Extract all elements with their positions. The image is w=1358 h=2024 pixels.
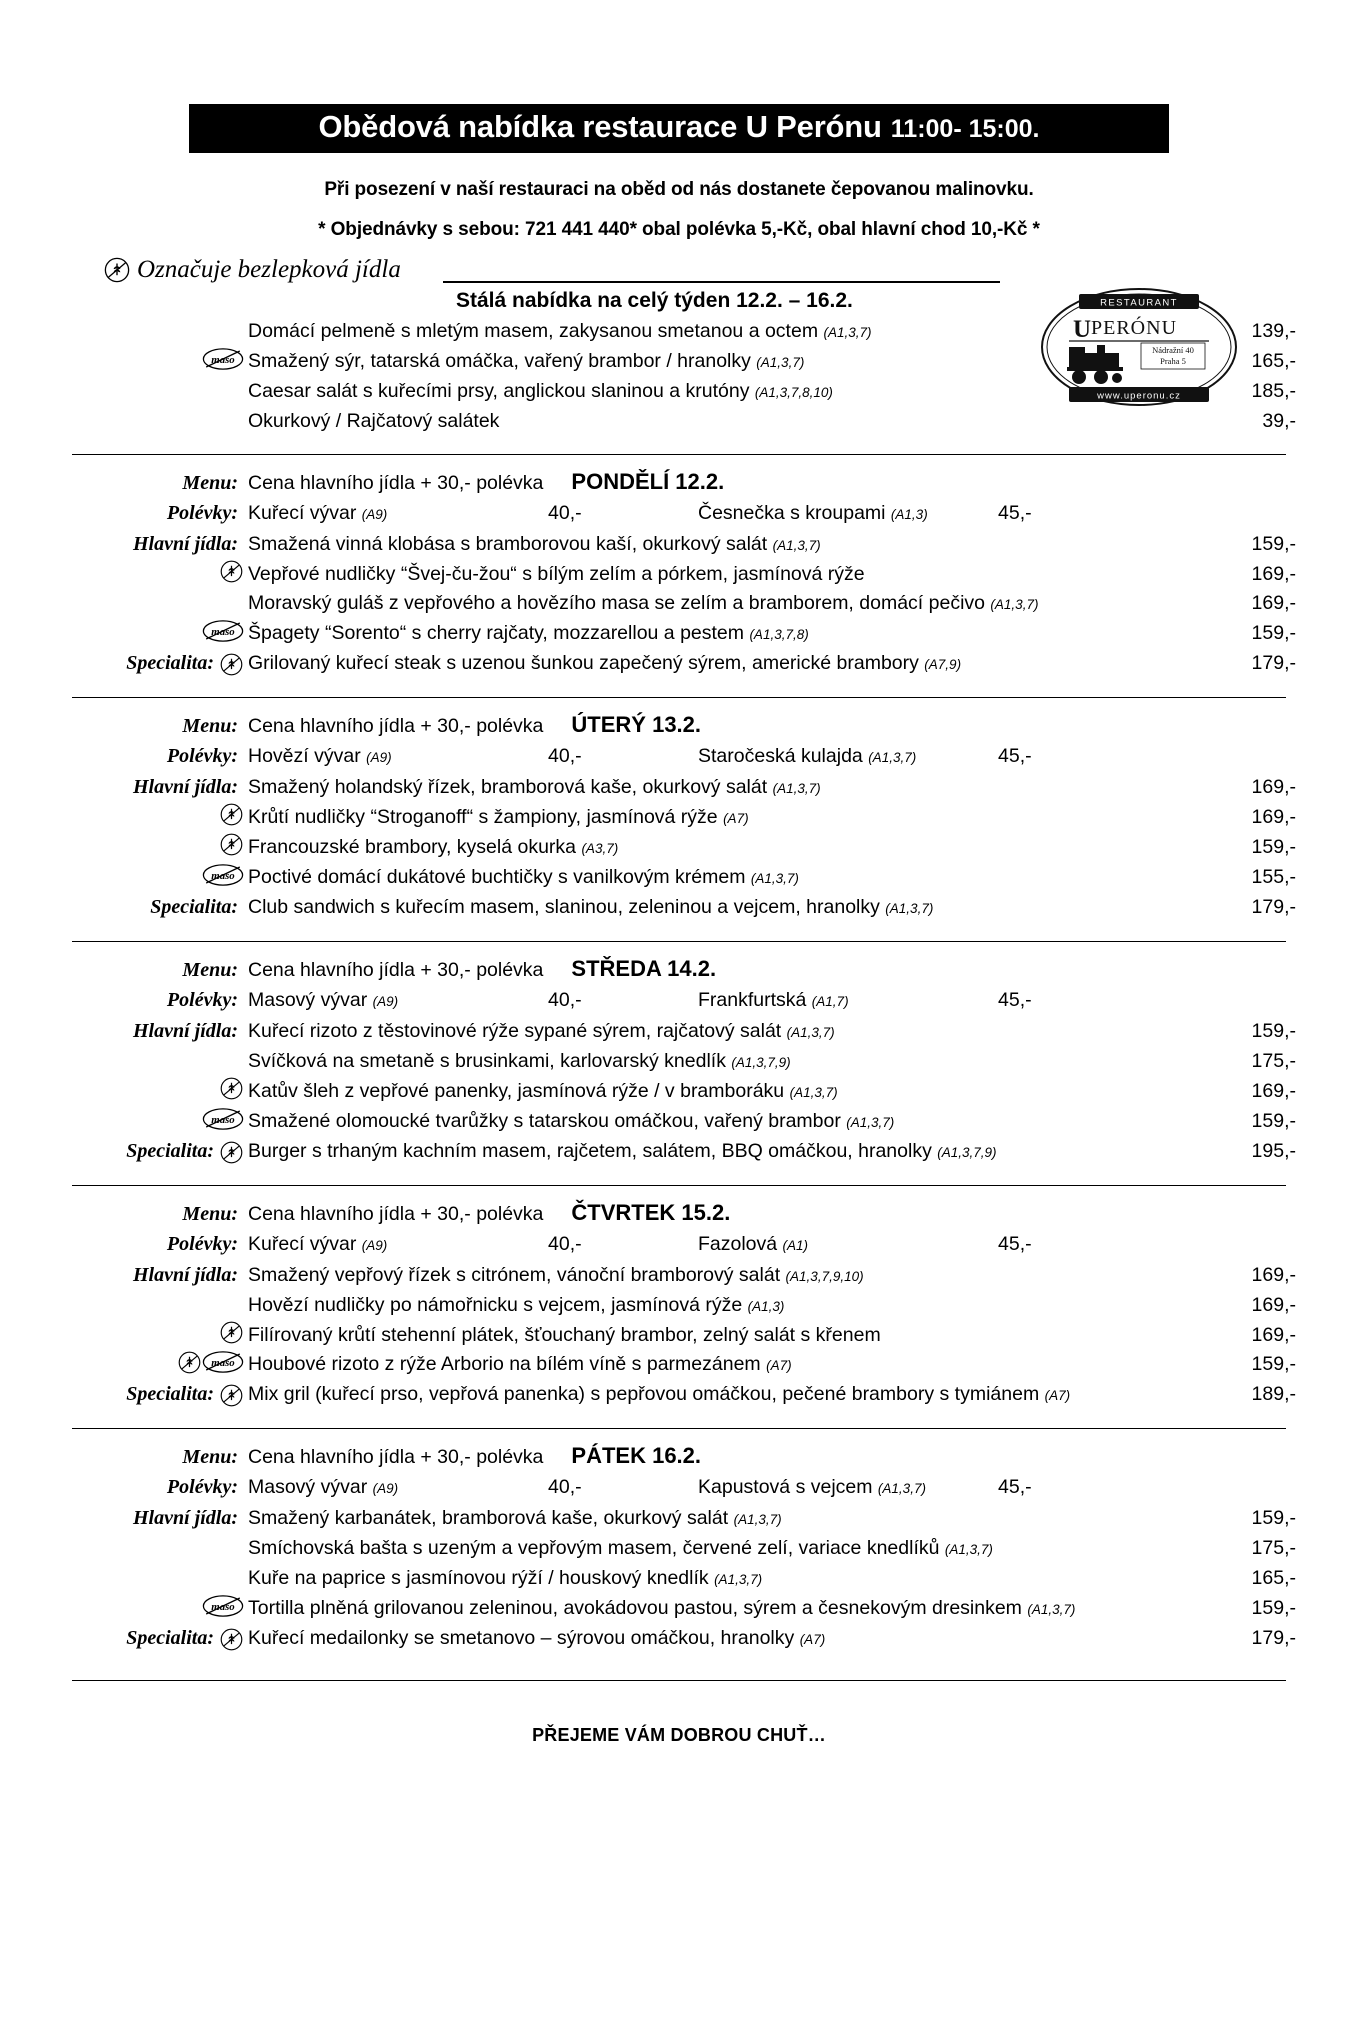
day-name: ČTVRTEK 15.2.	[571, 1200, 731, 1225]
main-dish-row	[0, 1504, 1358, 1534]
subtitle-takeaway-note: * Objednávky s sebou: 721 441 440* obal polévka 5,-Kč, obal hlavní chod 10,-Kč *	[318, 219, 1040, 240]
item-name: Domácí pelmeně s mletým masem, zakysanou smetanou a octem (A1,3,7)	[248, 320, 872, 342]
menu-price-note: Cena hlavního jídla + 30,- polévka	[248, 1446, 544, 1468]
allergen-codes: (A1,3,7)	[786, 1025, 835, 1040]
allergen-codes: (A1,3,7)	[885, 901, 934, 916]
allergen-codes: (A3,7)	[581, 841, 619, 856]
allergen-codes: (A1,3,7)	[990, 597, 1039, 612]
svg-text:maso: maso	[211, 626, 235, 638]
item-price: 165,-	[1251, 350, 1296, 372]
specialty-name: Burger s trhaným kachním masem, rajčetem, salátem, BBQ omáčkou, hranolky (A1,3,7,9)	[248, 1140, 997, 1162]
item-price: 39,-	[1262, 410, 1296, 432]
soup-a-name: Hovězí vývar (A9)	[248, 745, 392, 767]
main-dish-name: Špagety “Sorento“ s cherry rajčaty, mozzarellou a pestem (A1,3,7,8)	[248, 622, 809, 644]
main-dish-gutter	[0, 1107, 248, 1130]
soup-b-name: Frankfurtská (A1,7)	[698, 989, 849, 1011]
main-dish-price: 159,-	[1251, 1020, 1296, 1042]
permanent-offer-section	[0, 275, 1358, 436]
soup-b-price: 45,-	[998, 989, 1032, 1011]
specialty-gutter	[0, 649, 248, 678]
main-dish-price: 169,-	[1251, 776, 1296, 798]
day-section	[0, 1185, 1358, 1410]
main-dish-price: 169,-	[1251, 1080, 1296, 1102]
allergen-codes: (A9)	[372, 1481, 399, 1496]
main-dish-row	[0, 1047, 1358, 1077]
specialty-row	[0, 1380, 1358, 1410]
day-section	[0, 697, 1358, 923]
soups-label: Polévky:	[166, 989, 238, 1011]
allergen-codes: (A1,3,7)	[944, 1542, 993, 1557]
soup-a-price: 40,-	[548, 1233, 582, 1255]
allergen-codes: (A1,3,7)	[756, 355, 805, 370]
main-dish-price: 169,-	[1251, 806, 1296, 828]
main-dish-row	[0, 833, 1358, 863]
main-dish-price: 175,-	[1251, 1050, 1296, 1072]
specialty-label: Specialita:	[150, 896, 238, 918]
item-name: Okurkový / Rajčatový salátek	[248, 410, 500, 432]
allergen-codes: (A1,3,7)	[733, 1512, 782, 1527]
specialty-name: Kuřecí medailonky se smetanovo – sýrovou omáčkou, hranolky (A7)	[248, 1627, 826, 1649]
main-dish-price: 169,-	[1251, 592, 1296, 614]
main-dish-row	[0, 1107, 1358, 1137]
footer	[0, 1680, 1358, 1746]
item-price: 139,-	[1251, 320, 1296, 342]
day-body	[0, 1429, 1358, 1654]
day-soups-line	[0, 741, 1358, 773]
allergen-codes: (A1,3,7)	[714, 1572, 763, 1587]
main-dish-name: Moravský guláš z vepřového a hovězího masa se zelím a bramborem, domácí pečivo (A1,3,7)	[248, 592, 1039, 614]
day-menu-line	[0, 1441, 1358, 1472]
allergen-codes: (A1,3,7,8,10)	[754, 385, 833, 400]
allergen-codes: (A1,3,7)	[772, 538, 821, 553]
gluten-free-icon	[220, 560, 242, 582]
main-dish-gutter	[0, 1077, 248, 1099]
allergen-codes: (A7)	[766, 1358, 792, 1373]
soup-b-name: Kapustová s vejcem (A1,3,7)	[698, 1476, 926, 1498]
day-name: ÚTERÝ 13.2.	[571, 712, 702, 737]
main-dish-name: Kuřecí rizoto z těstovinové rýže sypané sýrem, rajčatový salát (A1,3,7)	[248, 1020, 835, 1042]
main-dish-name: Smažený karbanátek, bramborová kaše, okurkový salát (A1,3,7)	[248, 1507, 782, 1529]
allergen-codes: (A1,3,7)	[877, 1481, 926, 1496]
menu-label: Menu:	[182, 715, 238, 737]
svg-text:Praha 5: Praha 5	[1160, 356, 1186, 366]
svg-text:maso: maso	[211, 1601, 235, 1613]
main-dish-gutter: Hlavní jídla:	[133, 1507, 238, 1529]
day-name: PONDĚLÍ 12.2.	[571, 469, 725, 494]
svg-text:maso: maso	[211, 1114, 235, 1126]
main-dish-name: Krůtí nudličky “Stroganoff“ s žampiony, jasmínová rýže (A7)	[248, 806, 749, 828]
svg-text:RESTAURANT: RESTAURANT	[1100, 297, 1178, 309]
subtitle-drink-note: Při posezení v naší restauraci na oběd od nás dostanete čepovanou malinovku.	[324, 179, 1034, 200]
main-dish-name: Hovězí nudličky po námořnicku s vejcem, jasmínová rýže (A1,3)	[248, 1294, 785, 1316]
specialty-price: 179,-	[1251, 896, 1296, 918]
allergen-codes: (A1,7)	[811, 994, 849, 1009]
specialty-label: Specialita:	[126, 1383, 214, 1405]
allergen-codes: (A1,3,7)	[750, 871, 799, 886]
day-menu-line	[0, 467, 1358, 498]
main-dish-price: 165,-	[1251, 1567, 1296, 1589]
main-dish-price: 155,-	[1251, 866, 1296, 888]
svg-text:U: U	[1073, 316, 1092, 343]
svg-text:www.uperonu.cz: www.uperonu.cz	[1097, 390, 1181, 402]
main-dish-gutter	[0, 1350, 248, 1373]
main-dish-name: Filírovaný krůtí stehenní plátek, šťouchaný brambor, zelný salát s křenem	[248, 1324, 881, 1346]
main-dish-price: 159,-	[1251, 836, 1296, 858]
main-dish-row	[0, 1017, 1358, 1047]
allergen-codes: (A1,3)	[747, 1299, 785, 1314]
main-dish-price: 169,-	[1251, 1264, 1296, 1286]
main-dish-name: Poctivé domácí dukátové buchtičky s vanilkovým krémem (A1,3,7)	[248, 866, 799, 888]
allergen-codes: (A1,3,7,9)	[731, 1055, 791, 1070]
soups-label: Polévky:	[166, 745, 238, 767]
gluten-free-legend-label: Označuje bezlepková jídla	[137, 256, 401, 283]
day-section	[0, 941, 1358, 1167]
menu-page	[0, 104, 1358, 2024]
specialty-gutter	[0, 1137, 248, 1166]
main-dish-name: Smažená vinná klobása s bramborovou kaší, okurkový salát (A1,3,7)	[248, 533, 821, 555]
svg-text:maso: maso	[211, 354, 235, 366]
restaurant-logo	[1039, 285, 1239, 415]
main-dish-row	[0, 560, 1358, 589]
menu-price-note: Cena hlavního jídla + 30,- polévka	[248, 1203, 544, 1225]
main-dish-name: Kuře na paprice s jasmínovou rýží / houskový knedlík (A1,3,7)	[248, 1567, 763, 1589]
page-title	[189, 104, 1169, 153]
meat-free-icon	[202, 1107, 242, 1130]
specialty-label: Specialita:	[126, 1627, 214, 1649]
main-dish-row	[0, 1077, 1358, 1107]
main-dish-row	[0, 1321, 1358, 1350]
main-dish-row	[0, 1261, 1358, 1291]
soup-a-name: Masový vývar (A9)	[248, 1476, 399, 1498]
main-dish-gutter	[0, 560, 248, 582]
main-dish-price: 169,-	[1251, 1324, 1296, 1346]
main-dish-row	[0, 1350, 1358, 1380]
main-dish-price: 159,-	[1251, 1597, 1296, 1619]
specialty-price: 189,-	[1251, 1383, 1296, 1405]
specialty-name: Grilovaný kuřecí steak s uzenou šunkou zapečený sýrem, americké brambory (A7,9)	[248, 652, 962, 674]
soup-b-price: 45,-	[998, 502, 1032, 524]
specialty-gutter	[0, 1624, 248, 1653]
allergen-codes: (A1,3,7)	[772, 781, 821, 796]
svg-text:maso: maso	[211, 870, 235, 882]
allergen-codes: (A1,3,7)	[789, 1085, 838, 1100]
title-main-text: Obědová nabídka restaurace U Perónu	[318, 109, 882, 144]
specialty-name: Club sandwich s kuřecím masem, slaninou, zeleninou a vejcem, hranolky (A1,3,7)	[248, 896, 934, 918]
allergen-codes: (A9)	[361, 1238, 388, 1253]
day-sections	[0, 454, 1358, 1654]
specialty-label: Specialita:	[126, 1140, 214, 1162]
gluten-free-icon	[220, 1384, 242, 1406]
soup-a-price: 40,-	[548, 502, 582, 524]
item-price: 185,-	[1251, 380, 1296, 402]
menu-label: Menu:	[182, 1446, 238, 1468]
meat-free-icon	[202, 1594, 242, 1617]
day-menu-line	[0, 1198, 1358, 1229]
allergen-codes: (A9)	[361, 507, 388, 522]
main-dish-name: Tortilla plněná grilovanou zeleninou, avokádovou pastou, sýrem a česnekovým dresinkem (A1,3,7)	[248, 1597, 1076, 1619]
svg-text:maso: maso	[211, 1357, 235, 1369]
main-dish-gutter	[0, 1594, 248, 1617]
main-dish-row	[0, 619, 1358, 649]
specialty-price: 179,-	[1251, 1627, 1296, 1649]
main-dish-row	[0, 803, 1358, 833]
footer-message: PŘEJEME VÁM DOBROU CHUŤ…	[532, 1725, 826, 1745]
allergen-codes: (A9)	[366, 750, 392, 765]
allergen-codes: (A7)	[799, 1632, 826, 1647]
main-dish-price: 169,-	[1251, 563, 1296, 585]
allergen-codes: (A7)	[723, 811, 749, 826]
allergen-codes: (A7)	[1044, 1388, 1071, 1403]
soup-b-price: 45,-	[998, 1476, 1032, 1498]
day-body	[0, 698, 1358, 923]
meat-free-icon	[202, 347, 242, 370]
specialty-gutter	[0, 893, 248, 922]
soup-b-price: 45,-	[998, 1233, 1032, 1255]
main-dish-row	[0, 1534, 1358, 1564]
main-dish-gutter	[0, 1321, 248, 1343]
gluten-free-icon	[220, 1628, 242, 1650]
main-dish-price: 159,-	[1251, 1110, 1296, 1132]
main-dish-name: Vepřové nudličky “Švej-ču-žou“ s bílým zelím a pórkem, jasmínová rýže	[248, 563, 865, 585]
soup-b-name: Fazolová (A1)	[698, 1233, 809, 1255]
main-dish-row	[0, 863, 1358, 893]
soup-a-name: Kuřecí vývar (A9)	[248, 502, 388, 524]
main-dish-row	[0, 589, 1358, 619]
gluten-free-icon	[220, 1321, 242, 1343]
main-dish-price: 159,-	[1251, 622, 1296, 644]
svg-text:PERÓNU: PERÓNU	[1091, 317, 1178, 339]
specialty-price: 195,-	[1251, 1140, 1296, 1162]
item-name: Caesar salát s kuřecími prsy, anglickou slaninou a krutóny (A1,3,7,8,10)	[248, 380, 833, 402]
main-dish-price: 159,-	[1251, 533, 1296, 555]
main-dish-gutter: Hlavní jídla:	[133, 1020, 238, 1042]
meat-free-icon	[202, 1350, 242, 1373]
day-soups-line	[0, 1472, 1358, 1504]
soup-b-name: Staročeská kulajda (A1,3,7)	[698, 745, 917, 767]
gluten-free-icon	[220, 1077, 242, 1099]
menu-price-note: Cena hlavního jídla + 30,- polévka	[248, 472, 544, 494]
main-dish-name: Houbové rizoto z rýže Arborio na bílém víně s parmezánem (A7)	[248, 1353, 792, 1375]
allergen-codes: (A1,3,7)	[1027, 1602, 1076, 1617]
main-dish-price: 175,-	[1251, 1537, 1296, 1559]
day-section	[0, 454, 1358, 679]
main-dish-row	[0, 773, 1358, 803]
soup-b-name: Česnečka s kroupami (A1,3)	[698, 502, 928, 524]
specialty-row	[0, 893, 1358, 923]
soups-label: Polévky:	[166, 1476, 238, 1498]
gluten-free-icon	[220, 653, 242, 675]
specialty-price: 179,-	[1251, 652, 1296, 674]
main-dish-name: Francouzské brambory, kyselá okurka (A3,7)	[248, 836, 619, 858]
main-dish-gutter	[0, 863, 248, 886]
main-dish-name: Smažený holandský řízek, bramborová kaše, okurkový salát (A1,3,7)	[248, 776, 821, 798]
specialty-row	[0, 649, 1358, 679]
soup-a-name: Masový vývar (A9)	[248, 989, 399, 1011]
main-dish-gutter: Hlavní jídla:	[133, 776, 238, 798]
soups-label: Polévky:	[166, 1233, 238, 1255]
menu-price-note: Cena hlavního jídla + 30,- polévka	[248, 959, 544, 981]
specialty-name: Mix gril (kuřecí prso, vepřová panenka) s pepřovou omáčkou, pečené brambory s tymiánem (A7)	[248, 1383, 1071, 1405]
soup-a-price: 40,-	[548, 745, 582, 767]
day-menu-line	[0, 710, 1358, 741]
day-soups-line	[0, 498, 1358, 530]
allergen-codes: (A9)	[372, 994, 399, 1009]
specialty-label: Specialita:	[126, 652, 214, 674]
permanent-offer-heading: Stálá nabídka na celý týden 12.2. – 16.2.	[456, 289, 853, 312]
title-opening-hours: 11:00- 15:00.	[890, 115, 1040, 143]
day-section	[0, 1428, 1358, 1654]
soup-a-price: 40,-	[548, 1476, 582, 1498]
main-dish-name: Katův šleh z vepřové panenky, jasmínová rýže / v bramboráku (A1,3,7)	[248, 1080, 838, 1102]
gluten-free-icon	[220, 833, 242, 855]
main-dish-name: Smažené olomoucké tvarůžky s tatarskou omáčkou, vařený brambor (A1,3,7)	[248, 1110, 895, 1132]
meat-free-icon	[202, 619, 242, 642]
menu-label: Menu:	[182, 472, 238, 494]
permanent-offer-divider	[443, 281, 1000, 283]
day-body	[0, 455, 1358, 679]
soup-a-price: 40,-	[548, 989, 582, 1011]
main-dish-gutter	[0, 833, 248, 855]
specialty-row	[0, 1137, 1358, 1167]
main-dish-name: Smíchovská bašta s uzeným a vepřovým masem, červené zelí, variace knedlíků (A1,3,7)	[248, 1537, 993, 1559]
day-soups-line	[0, 985, 1358, 1017]
allergen-codes: (A1,3,7,8)	[749, 627, 809, 642]
soup-b-price: 45,-	[998, 745, 1032, 767]
menu-label: Menu:	[182, 959, 238, 981]
allergen-codes: (A1)	[782, 1238, 809, 1253]
day-menu-line	[0, 954, 1358, 985]
allergen-codes: (A1,3,7,9,10)	[785, 1269, 864, 1284]
soups-label: Polévky:	[166, 502, 238, 524]
specialty-gutter	[0, 1380, 248, 1409]
main-dish-gutter: Hlavní jídla:	[133, 1264, 238, 1286]
main-dish-gutter	[0, 803, 248, 825]
main-dish-gutter: Hlavní jídla:	[133, 533, 238, 555]
item-badges	[0, 347, 248, 370]
main-dish-row	[0, 1291, 1358, 1321]
gluten-free-icon	[220, 1141, 242, 1163]
allergen-codes: (A1,3,7)	[846, 1115, 895, 1130]
allergen-codes: (A1,3,7)	[868, 750, 917, 765]
day-name: STŘEDA 14.2.	[571, 956, 717, 981]
gluten-free-icon	[178, 1351, 200, 1373]
allergen-codes: (A1,3,7)	[823, 325, 872, 340]
svg-text:Nádražní 40: Nádražní 40	[1152, 345, 1194, 355]
main-dish-name: Smažený vepřový řízek s citrónem, vánoční bramborový salát (A1,3,7,9,10)	[248, 1264, 864, 1286]
main-dish-price: 159,-	[1251, 1507, 1296, 1529]
main-dish-price: 159,-	[1251, 1353, 1296, 1375]
day-body	[0, 942, 1358, 1167]
meat-free-icon	[202, 863, 242, 886]
gluten-free-icon	[220, 803, 242, 825]
day-body	[0, 1186, 1358, 1410]
main-dish-name: Svíčková na smetaně s brusinkami, karlovarský knedlík (A1,3,7,9)	[248, 1050, 791, 1072]
main-dish-price: 169,-	[1251, 1294, 1296, 1316]
item-name: Smažený sýr, tatarská omáčka, vařený brambor / hranolky (A1,3,7)	[248, 350, 805, 372]
main-dish-gutter	[0, 619, 248, 642]
menu-label: Menu:	[182, 1203, 238, 1225]
day-name: PÁTEK 16.2.	[571, 1443, 702, 1468]
allergen-codes: (A7,9)	[924, 657, 962, 672]
main-dish-row	[0, 1594, 1358, 1624]
specialty-row	[0, 1624, 1358, 1654]
main-dish-row	[0, 1564, 1358, 1594]
allergen-codes: (A1,3)	[890, 507, 928, 522]
footer-divider	[72, 1680, 1286, 1681]
allergen-codes: (A1,3,7,9)	[937, 1145, 997, 1160]
soup-a-name: Kuřecí vývar (A9)	[248, 1233, 388, 1255]
menu-price-note: Cena hlavního jídla + 30,- polévka	[248, 715, 544, 737]
main-dish-row	[0, 530, 1358, 560]
day-soups-line	[0, 1229, 1358, 1261]
